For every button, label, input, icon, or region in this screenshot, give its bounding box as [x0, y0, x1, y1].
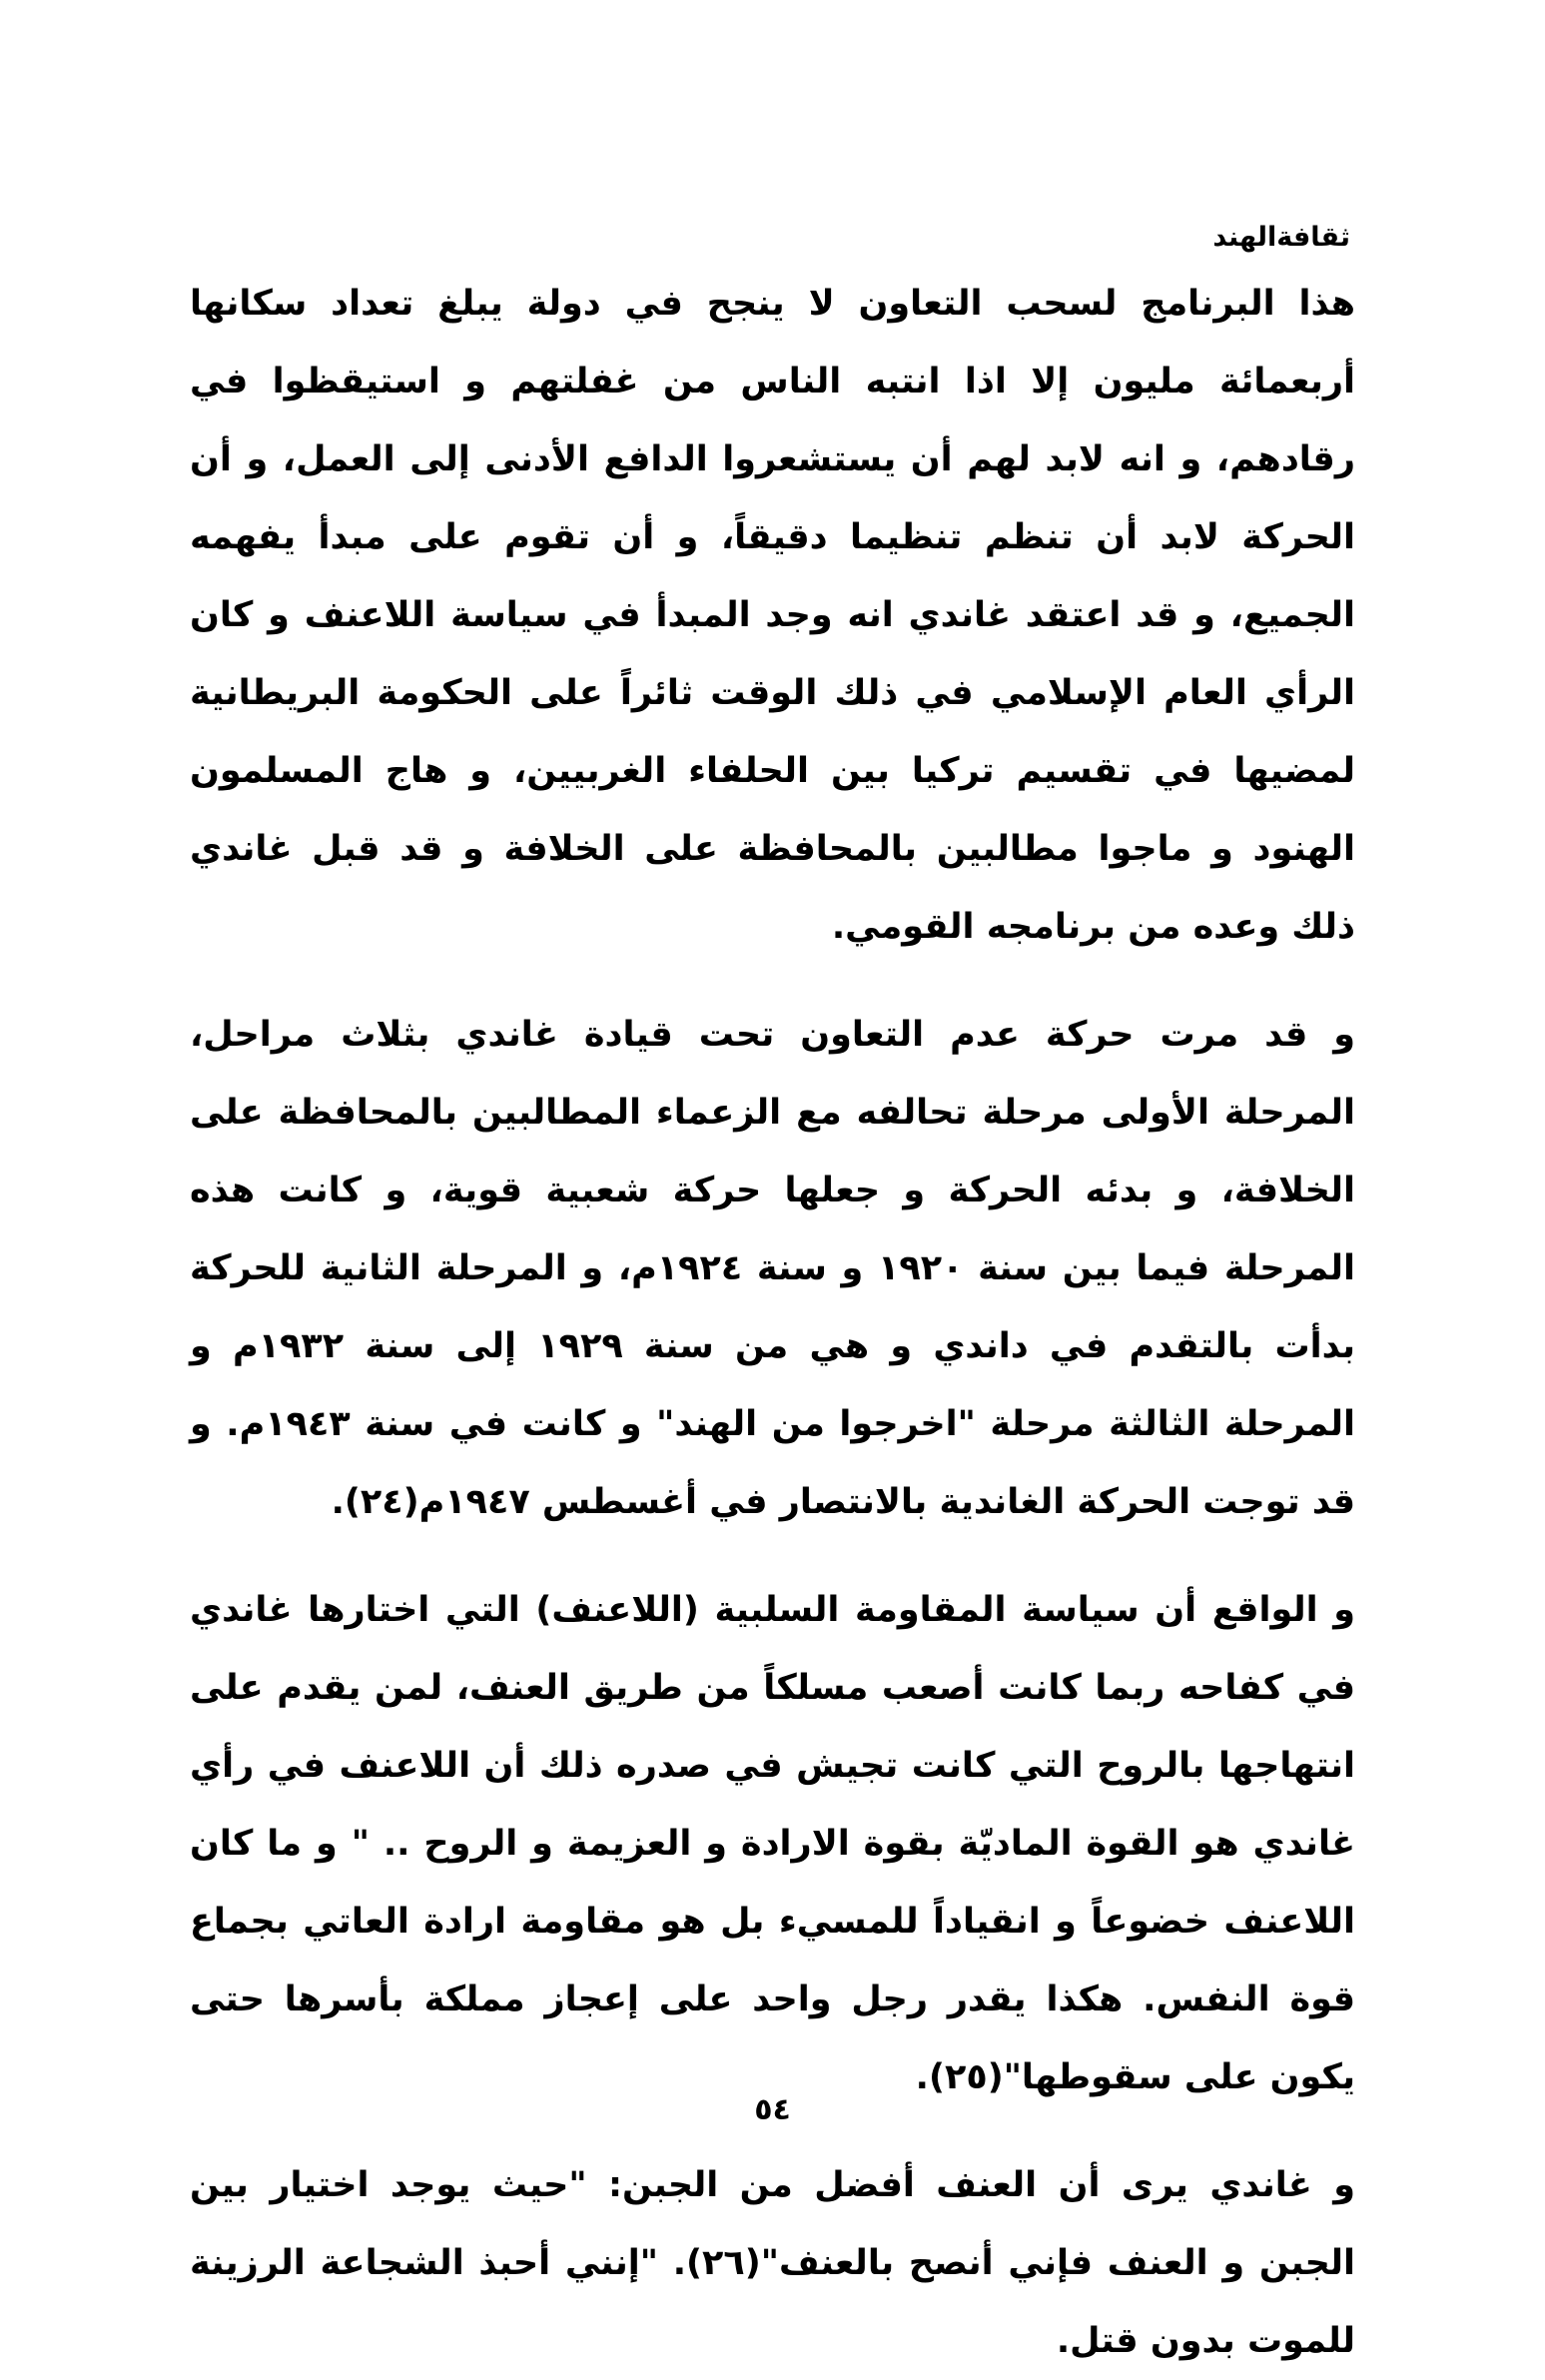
page-number: ٥٤ [754, 2092, 791, 2127]
paragraph-4: و غاندي يرى أن العنف أفضل من الجبن: "حيث يوجد اختيار بين الجبن و العنف فإني أنصح بالعنف"(٢٦). "إنني أحبذ الشجاعة الرزينة للموت بدون قتل. [190, 2165, 1355, 2361]
body-text [190, 265, 1355, 2380]
paragraph-3: و الواقع أن سياسة المقاومة السلبية (اللاعنف) التي اختارها غاندي في كفاحه ربما كانت أصعب مسلكاً من طريق العنف، لمن يقدم على انتهاجها بالروح التي كانت تجيش في صدره ذلك أن اللاعنف في رأي غاندي هو القوة الماديّة بقوة الارادة و العزيمة و الروح .. " و ما كان اللاعنف خضوعاً و انقياداً للمسيء بل هو مقاومة ارادة العاتي بجماع قوة النفس. هكذا يقدر رجل واحد على إعجاز مملكة بأسرها حتى يكون على سقوطها"(٢٥). [190, 1590, 1355, 2097]
paragraph-2: و قد مرت حركة عدم التعاون تحت قيادة غاندي بثلاث مراحل، المرحلة الأولى مرحلة تحالفه مع الزعماء المطالبين بالمحافظة على الخلافة، و بدئه الحركة و جعلها حركة شعبية قوية، و كانت هذه المرحلة فيما بين سنة ١٩٢٠ و سنة ١٩٢٤م، و المرحلة الثانية للحركة بدأت بالتقدم في داندي و هي من سنة ١٩٢٩ إلى سنة ١٩٣٢م و المرحلة الثالثة مرحلة "اخرجوا من الهند" و كانت في سنة ١٩٤٣م. و قد توجت الحركة الغاندية بالانتصار في أغسطس ١٩٤٧م(٢٤). [190, 1015, 1355, 1522]
running-header: ثقافةالهند [1212, 222, 1350, 253]
paragraph-1: هذا البرنامج لسحب التعاون لا ينجح في دولة يبلغ تعداد سكانها أربعمائة مليون إلا اذا انتبه الناس من غفلتهم و استيقظوا في رقادهم، و انه لابد لهم أن يستشعروا الدافع الأدنى إلى العمل، و أن الحركة لابد أن تنظم تنظيما دقيقاً، و أن تقوم على مبدأ يفهمه الجميع، و قد اعتقد غاندي انه وجد المبدأ في سياسة اللاعنف و كان الرأي العام الإسلامي في ذلك الوقت ثائراً على الحكومة البريطانية لمضيها في تقسيم تركيا بين الحلفاء الغربيين، و هاج المسلمون الهنود و ماجوا مطالبين بالمحافظة على الخلافة و قد قبل غاندي ذلك وعده من برنامجه القومي. [190, 284, 1355, 947]
